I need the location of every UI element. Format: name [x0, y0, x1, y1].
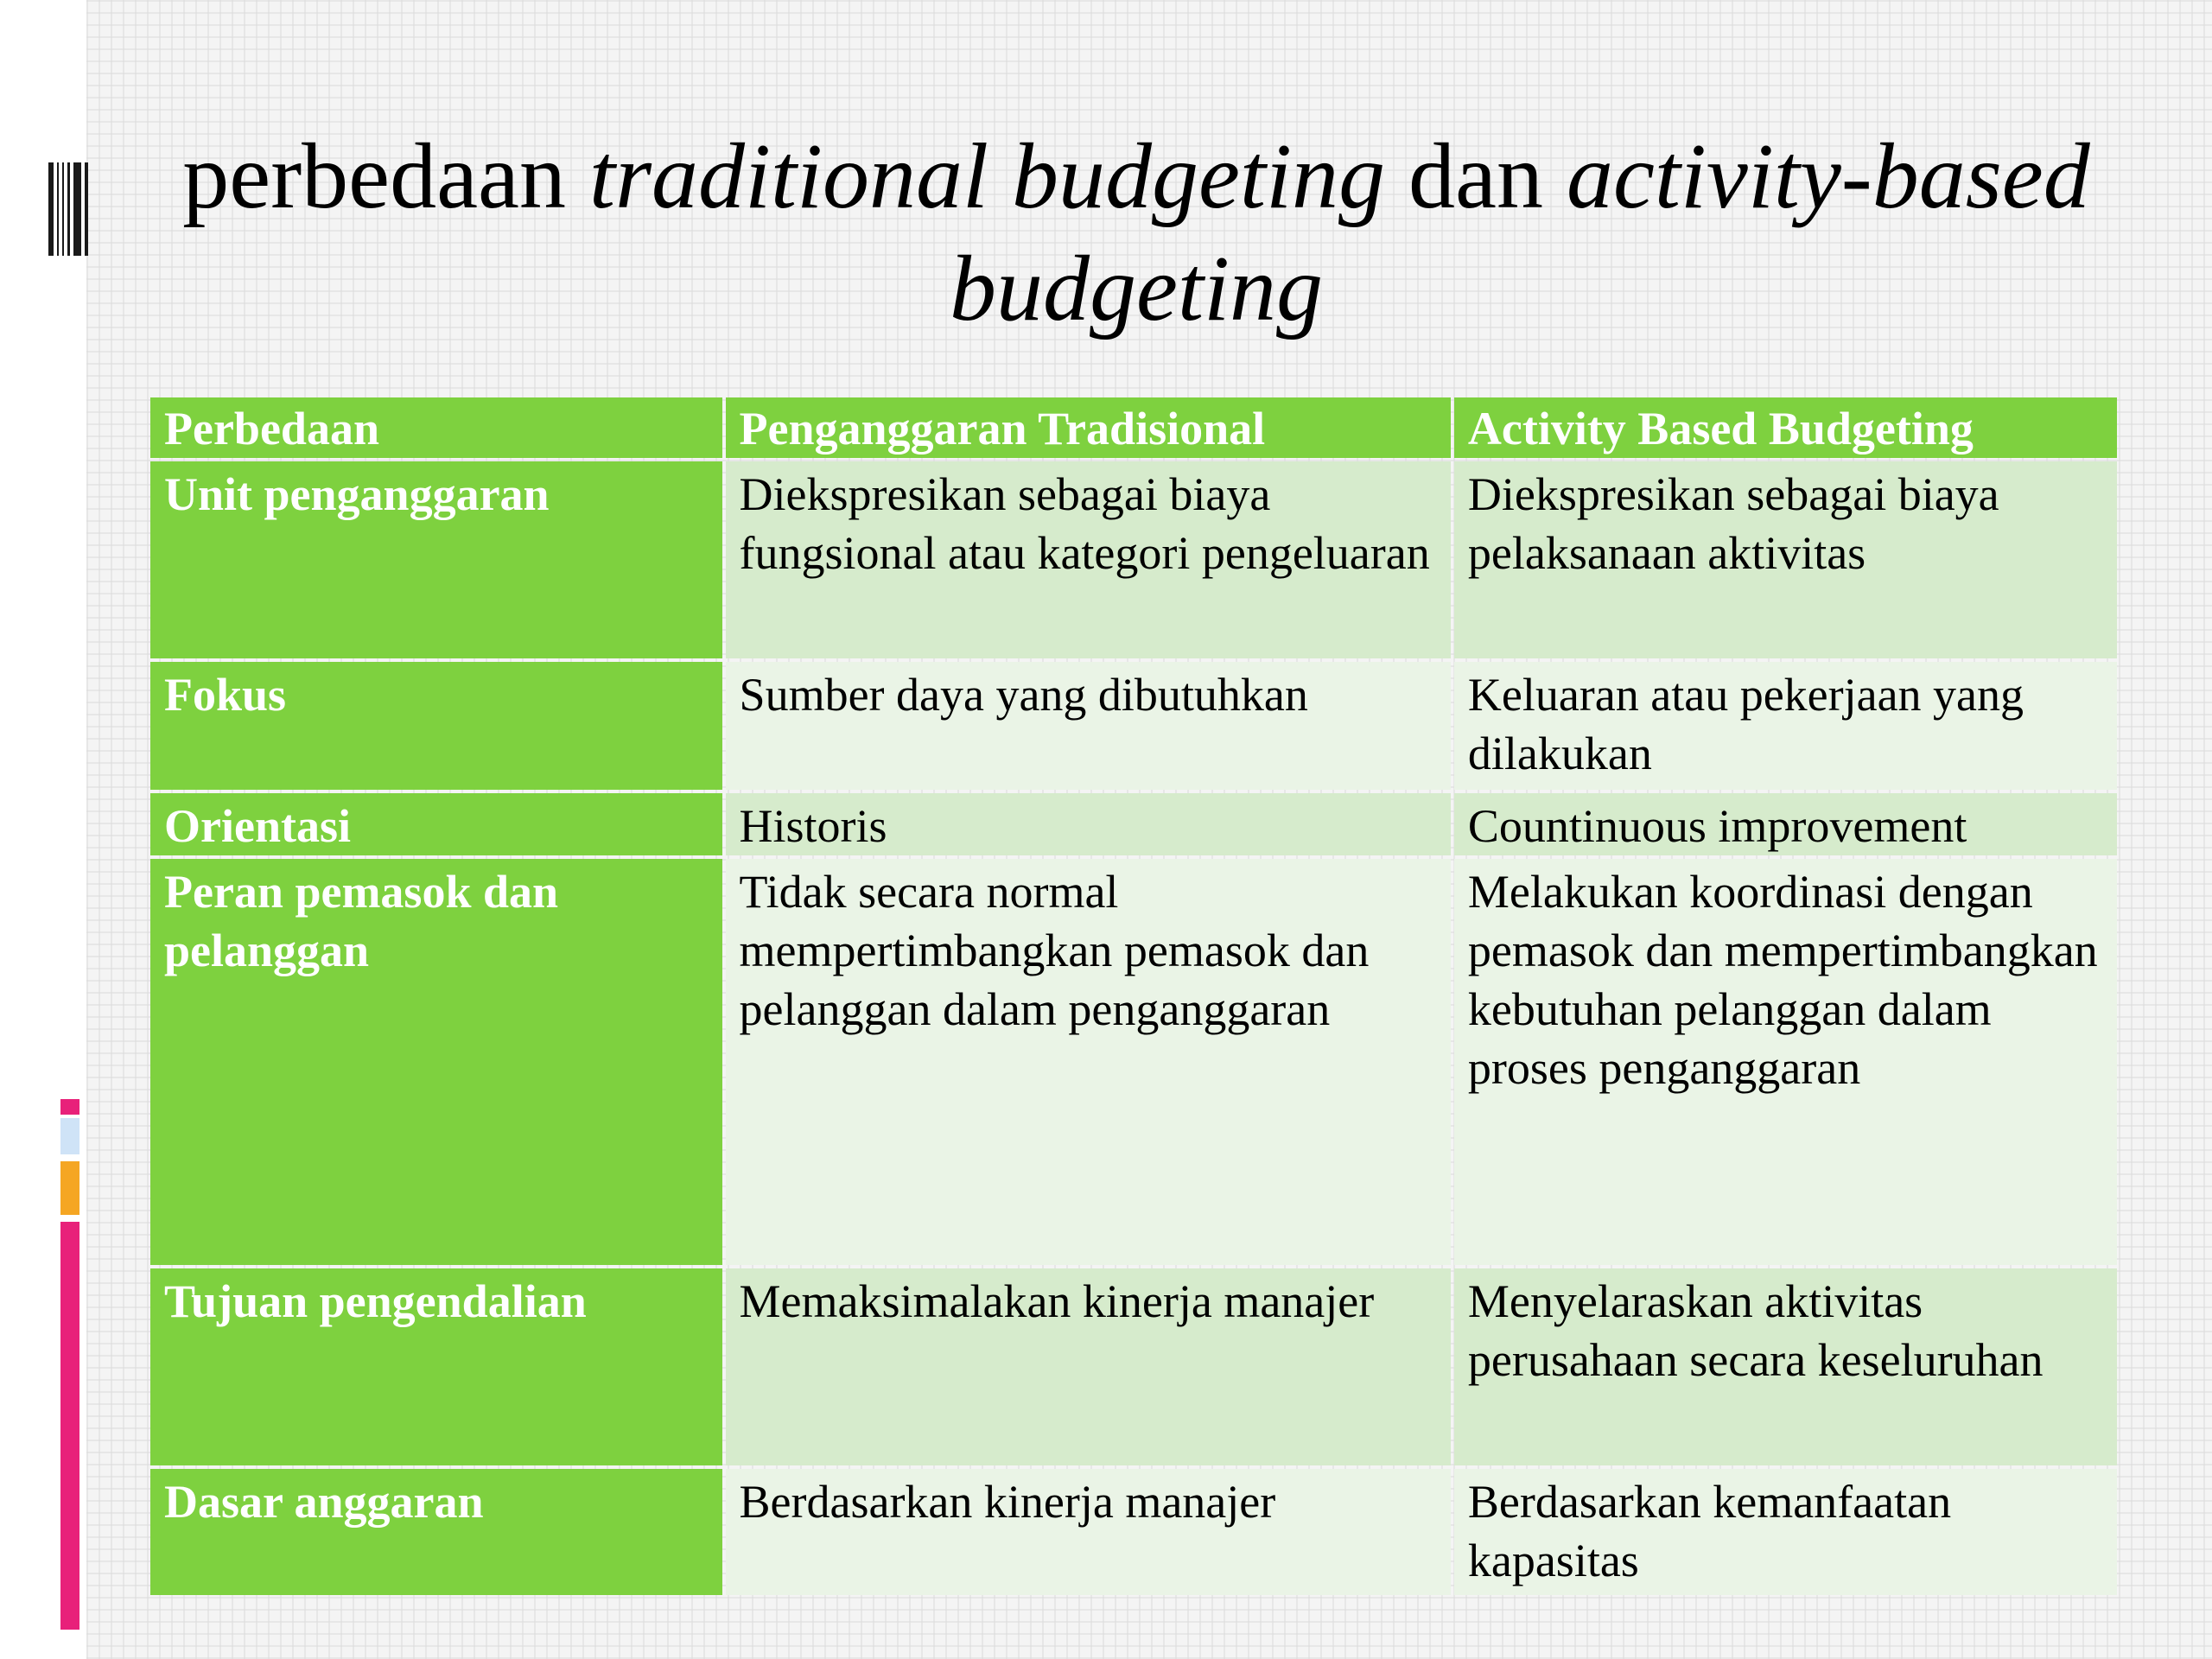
accent-bar-orange [60, 1161, 79, 1215]
table-row [150, 793, 2117, 855]
row-label: Tujuan pengendalian [150, 1268, 722, 1465]
header-activity-based-budgeting: Activity Based Budgeting [1454, 397, 2117, 458]
cell-abb: Keluaran atau pekerjaan yang dilakukan [1454, 662, 2117, 790]
cell-traditional: Memaksimalakan kinerja manajer [726, 1268, 1451, 1465]
row-label: Dasar anggaran [150, 1469, 722, 1595]
cell-traditional: Diekspresikan sebagai biaya fungsional atau kategori pengeluaran [726, 461, 1451, 658]
cell-traditional: Sumber daya yang dibutuhkan [726, 662, 1451, 790]
cell-abb: Berdasarkan kemanfaatan kapasitas [1454, 1469, 2117, 1595]
title-part3: dan [1385, 125, 1567, 228]
header-penganggaran-tradisional: Penganggaran Tradisional [726, 397, 1451, 458]
cell-traditional: Berdasarkan kinerja manajer [726, 1469, 1451, 1595]
accent-bar-pink-top [60, 1099, 79, 1115]
table-row [150, 1469, 2117, 1595]
slide-title [156, 121, 2117, 346]
header-perbedaan: Perbedaan [150, 397, 722, 458]
row-label: Peran pemasok dan pelanggan [150, 859, 722, 1265]
row-label: Fokus [150, 662, 722, 790]
cell-traditional: Historis [726, 793, 1451, 855]
accent-bar-lightblue [60, 1118, 79, 1154]
row-label: Orientasi [150, 793, 722, 855]
title-part1: perbedaan [182, 125, 589, 228]
title-part2: traditional budgeting [589, 125, 1386, 228]
cell-abb: Diekspresikan sebagai biaya pelaksanaan aktivitas [1454, 461, 2117, 658]
cell-abb: Countinuous improvement [1454, 793, 2117, 855]
cell-abb: Melakukan koordinasi dengan pemasok dan mempertimbangkan kebutuhan pelanggan dalam proses penganggaran [1454, 859, 2117, 1265]
table-row [150, 662, 2117, 790]
table-row [150, 1268, 2117, 1465]
table-row [150, 859, 2117, 1265]
comparison-table [147, 394, 2120, 1599]
table-row [150, 461, 2117, 658]
accent-bar-pink [60, 1222, 79, 1630]
title-part4: activity-based budgeting [950, 125, 2090, 340]
row-label: Unit penganggaran [150, 461, 722, 658]
cell-abb: Menyelaraskan aktivitas perusahaan secara keseluruhan [1454, 1268, 2117, 1465]
slide-bars-icon [48, 162, 88, 256]
cell-traditional: Tidak secara normal mempertimbangkan pemasok dan pelanggan dalam penganggaran [726, 859, 1451, 1265]
table-header-row [150, 397, 2117, 458]
